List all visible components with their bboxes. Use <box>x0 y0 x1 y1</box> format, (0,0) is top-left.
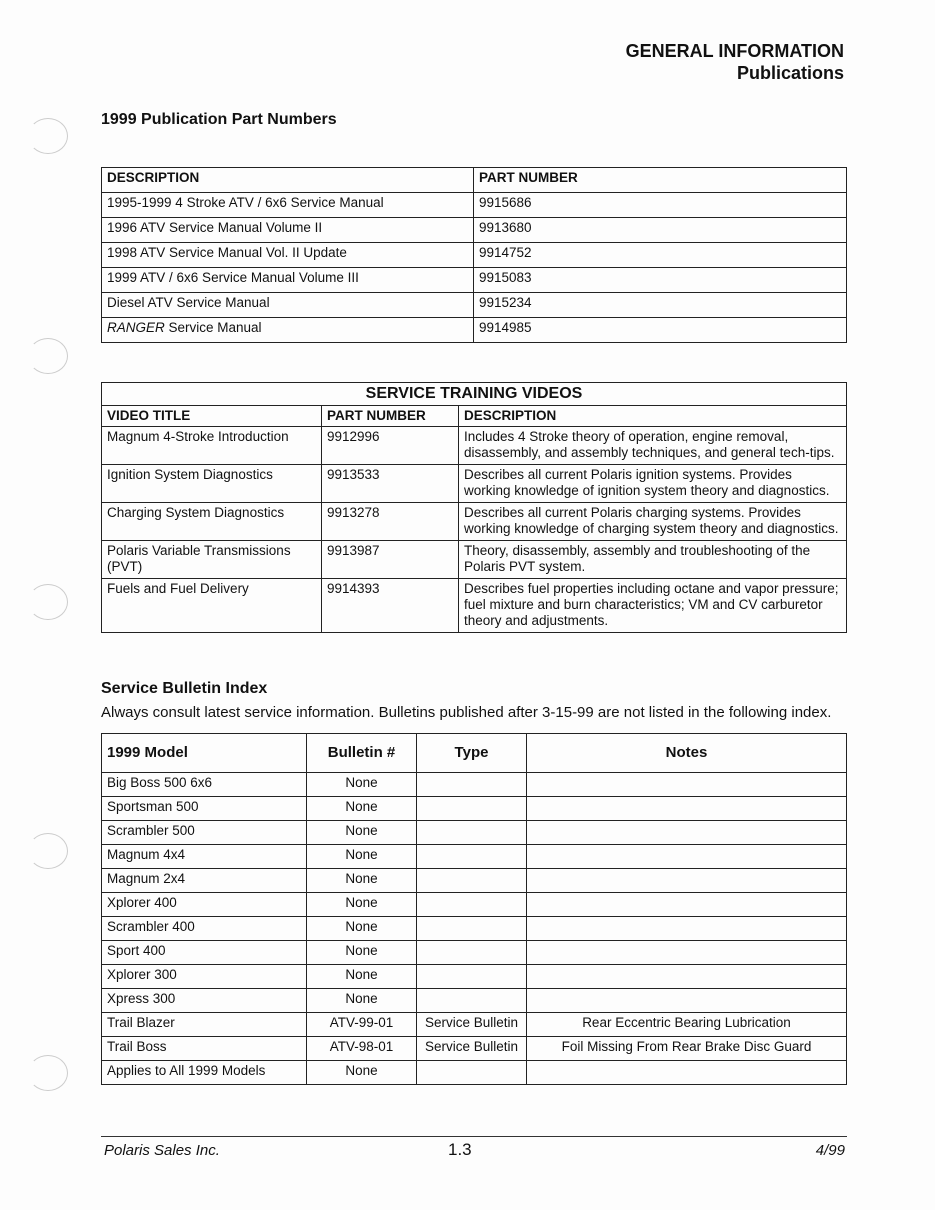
notes-cell <box>527 797 847 821</box>
binder-hole-mark <box>28 833 68 869</box>
video-title-cell: Charging System Diagnostics <box>102 503 322 541</box>
model-cell: Big Boss 500 6x6 <box>102 773 307 797</box>
bulletin-cell: None <box>307 1061 417 1085</box>
table-caption: SERVICE TRAINING VIDEOS <box>102 383 847 406</box>
notes-cell <box>527 893 847 917</box>
column-header: 1999 Model <box>102 734 307 773</box>
footer-date: 4/99 <box>815 1142 845 1159</box>
type-cell: Service Bulletin <box>417 1037 527 1061</box>
table-header-row <box>102 734 847 773</box>
column-header: Notes <box>527 734 847 773</box>
table-row <box>102 965 847 989</box>
training-videos-table <box>101 382 847 633</box>
bulletin-cell: None <box>307 869 417 893</box>
table-row <box>102 503 847 541</box>
model-cell: Magnum 4x4 <box>102 845 307 869</box>
type-cell <box>417 869 527 893</box>
table-row <box>102 989 847 1013</box>
notes-cell <box>527 965 847 989</box>
binder-hole-mark <box>28 1055 68 1091</box>
table-row <box>102 1037 847 1061</box>
notes-cell <box>527 941 847 965</box>
table-row <box>102 293 847 318</box>
bulletin-cell: None <box>307 821 417 845</box>
part-number-cell: 9914985 <box>474 318 847 343</box>
model-cell: Sportsman 500 <box>102 797 307 821</box>
notes-cell <box>527 989 847 1013</box>
notes-cell <box>527 1061 847 1085</box>
type-cell: Service Bulletin <box>417 1013 527 1037</box>
model-cell: Applies to All 1999 Models <box>102 1061 307 1085</box>
publications-title: 1999 Publication Part Numbers <box>101 111 337 128</box>
bulletin-cell: None <box>307 917 417 941</box>
type-cell <box>417 797 527 821</box>
table-row <box>102 193 847 218</box>
description-cell: Includes 4 Stroke theory of operation, engine removal, disassembly, and assembly techniques, and general tech-tips. <box>459 427 847 465</box>
part-number-cell: 9913278 <box>322 503 459 541</box>
video-title-cell: Ignition System Diagnostics <box>102 465 322 503</box>
description-cell: 1998 ATV Service Manual Vol. II Update <box>102 243 474 268</box>
part-number-cell: 9912996 <box>322 427 459 465</box>
model-cell: Sport 400 <box>102 941 307 965</box>
column-header: Type <box>417 734 527 773</box>
table-row <box>102 845 847 869</box>
part-number-cell: 9915234 <box>474 293 847 318</box>
bulletin-cell: None <box>307 941 417 965</box>
video-title-cell: Polaris Variable Transmissions (PVT) <box>102 541 322 579</box>
header-subsection: Publications <box>736 63 844 83</box>
description-cell: 1996 ATV Service Manual Volume II <box>102 218 474 243</box>
type-cell <box>417 941 527 965</box>
table-row <box>102 318 847 343</box>
type-cell <box>417 989 527 1013</box>
type-cell <box>417 773 527 797</box>
description-cell: RANGER Service Manual <box>102 318 474 343</box>
model-cell: Xplorer 400 <box>102 893 307 917</box>
part-number-cell: 9914752 <box>474 243 847 268</box>
binder-hole-mark <box>28 584 68 620</box>
footer-divider <box>101 1136 847 1137</box>
table-row <box>102 243 847 268</box>
table-row <box>102 268 847 293</box>
part-number-cell: 9915083 <box>474 268 847 293</box>
description-cell: 1999 ATV / 6x6 Service Manual Volume III <box>102 268 474 293</box>
table-row <box>102 579 847 633</box>
column-header: VIDEO TITLE <box>102 406 322 427</box>
bulletin-index-table <box>101 733 847 1085</box>
notes-cell: Rear Eccentric Bearing Lubrication <box>527 1013 847 1037</box>
bulletins-title: Service Bulletin Index <box>101 680 268 697</box>
model-cell: Xplorer 300 <box>102 965 307 989</box>
ranger-italic: RANGER <box>107 320 165 335</box>
type-cell <box>417 845 527 869</box>
bulletins-intro: Always consult latest service information. Bulletins published after 3-15-99 are not listed in the following index. <box>101 704 832 721</box>
footer-publisher: Polaris Sales Inc. <box>104 1142 220 1159</box>
table-row <box>102 218 847 243</box>
model-cell: Xpress 300 <box>102 989 307 1013</box>
bulletin-cell: None <box>307 965 417 989</box>
description-cell: Describes all current Polaris ignition systems. Provides working knowledge of ignition system theory and diagnostics. <box>459 465 847 503</box>
bulletin-cell: None <box>307 797 417 821</box>
column-header: PART NUMBER <box>474 168 847 193</box>
model-cell: Scrambler 400 <box>102 917 307 941</box>
video-title-cell: Magnum 4-Stroke Introduction <box>102 427 322 465</box>
bulletin-cell: ATV-98-01 <box>307 1037 417 1061</box>
notes-cell <box>527 773 847 797</box>
model-cell: Scrambler 500 <box>102 821 307 845</box>
type-cell <box>417 1061 527 1085</box>
video-title-cell: Fuels and Fuel Delivery <box>102 579 322 633</box>
notes-cell: Foil Missing From Rear Brake Disc Guard <box>527 1037 847 1061</box>
notes-cell <box>527 821 847 845</box>
table-row <box>102 821 847 845</box>
model-cell: Trail Blazer <box>102 1013 307 1037</box>
table-row <box>102 869 847 893</box>
description-cell: Describes all current Polaris charging systems. Provides working knowledge of charging system theory and diagnostics. <box>459 503 847 541</box>
table-row <box>102 1061 847 1085</box>
description-cell: Diesel ATV Service Manual <box>102 293 474 318</box>
part-number-cell: 9913987 <box>322 541 459 579</box>
type-cell <box>417 821 527 845</box>
part-number-cell: 9913680 <box>474 218 847 243</box>
model-cell: Magnum 2x4 <box>102 869 307 893</box>
bulletin-cell: ATV-99-01 <box>307 1013 417 1037</box>
table-row <box>102 1013 847 1037</box>
publications-table <box>101 167 847 343</box>
column-header: PART NUMBER <box>322 406 459 427</box>
description-cell: Describes fuel properties including octane and vapor pressure; fuel mixture and burn characteristics; VM and CV carburetor theory and adjustments. <box>459 579 847 633</box>
description-cell: 1995-1999 4 Stroke ATV / 6x6 Service Manual <box>102 193 474 218</box>
bulletin-cell: None <box>307 845 417 869</box>
notes-cell <box>527 845 847 869</box>
bulletin-cell: None <box>307 989 417 1013</box>
table-row <box>102 465 847 503</box>
binder-hole-mark <box>28 338 68 374</box>
table-row <box>102 797 847 821</box>
part-number-cell: 9915686 <box>474 193 847 218</box>
column-header: Bulletin # <box>307 734 417 773</box>
table-row <box>102 917 847 941</box>
description-cell: Theory, disassembly, assembly and troubleshooting of the Polaris PVT system. <box>459 541 847 579</box>
table-row <box>102 541 847 579</box>
part-number-cell: 9914393 <box>322 579 459 633</box>
table-header-row <box>102 168 847 193</box>
bulletin-cell: None <box>307 893 417 917</box>
notes-cell <box>527 869 847 893</box>
binder-hole-mark <box>28 118 68 154</box>
column-header: DESCRIPTION <box>102 168 474 193</box>
column-header: DESCRIPTION <box>459 406 847 427</box>
page-number: 1.3 <box>448 1140 472 1159</box>
type-cell <box>417 893 527 917</box>
table-row <box>102 773 847 797</box>
page-header <box>626 40 844 84</box>
model-cell: Trail Boss <box>102 1037 307 1061</box>
table-row <box>102 941 847 965</box>
notes-cell <box>527 917 847 941</box>
table-row <box>102 893 847 917</box>
header-section: GENERAL INFORMATION <box>625 41 844 61</box>
bulletin-cell: None <box>307 773 417 797</box>
table-row <box>102 427 847 465</box>
part-number-cell: 9913533 <box>322 465 459 503</box>
type-cell <box>417 965 527 989</box>
type-cell <box>417 917 527 941</box>
table-header-row <box>102 406 847 427</box>
